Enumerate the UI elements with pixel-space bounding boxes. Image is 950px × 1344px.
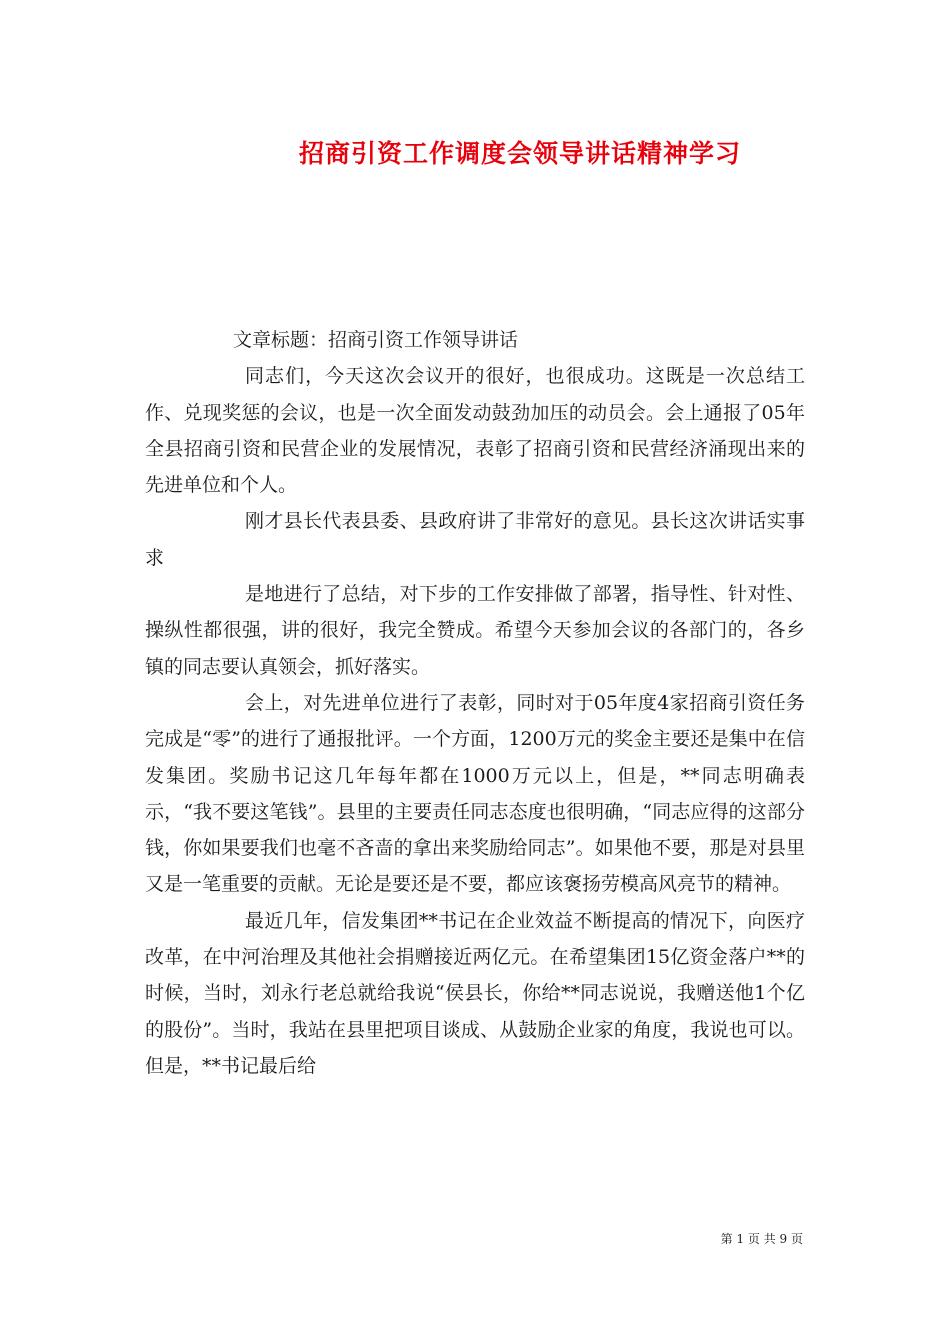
page-footer: 第 1 页 共 9 页 <box>720 1232 803 1246</box>
article-heading-line: 文章标题：招商引资工作领导讲话 <box>233 329 519 351</box>
paragraph: 同志们，今天这次会议开的很好，也很成功。这既是一次总结工作、兑现奖惩的会议，也是一次全面发动鼓劲加压的动员会。会上通报了05年全县招商引资和民营企业的发展情况，表彰了招商引资和民营经济涌现出来的先进单位和个人。 <box>145 365 805 497</box>
paragraph: 刚才县长代表县委、县政府讲了非常好的意见。县长这次讲话实事求 <box>145 510 805 569</box>
document-body <box>145 322 805 1084</box>
paragraph: 最近几年，信发集团**书记在企业效益不断提高的情况下，向医疗改革，在中河治理及其他社会捐赠接近两亿元。在希望集团15亿资金落户**的时候，当时，刘永行老总就给我说“侯县长，你给**同志说说，我赠送他1个亿的股份”。当时，我站在县里把项目谈成、从鼓励企业家的角度，我说也可以。但是，**书记最后给 <box>145 909 805 1077</box>
paragraph: 会上，对先进单位进行了表彰，同时对于05年度4家招商引资任务完成是“零”的进行了通报批评。一个方面，1200万元的奖金主要还是集中在信发集团。奖励书记这几年每年都在1000万元以上，但是，**同志明确表示，“我不要这笔钱”。县里的主要责任同志态度也很明确，“同志应得的这部分钱，你如果要我们也毫不吝啬的拿出来奖励给同志”。如果他不要，那是对县里又是一笔重要的贡献。无论是要还是不要，都应该褒扬劳模高风亮节的精神。 <box>145 691 805 896</box>
paragraph: 是地进行了总结，对下步的工作安排做了部署，指导性、针对性、操纵性都很强，讲的很好，我完全赞成。希望今天参加会议的各部门的，各乡镇的同志要认真领会，抓好落实。 <box>145 583 805 678</box>
document-title: 招商引资工作调度会领导讲话精神学习 <box>298 139 741 168</box>
